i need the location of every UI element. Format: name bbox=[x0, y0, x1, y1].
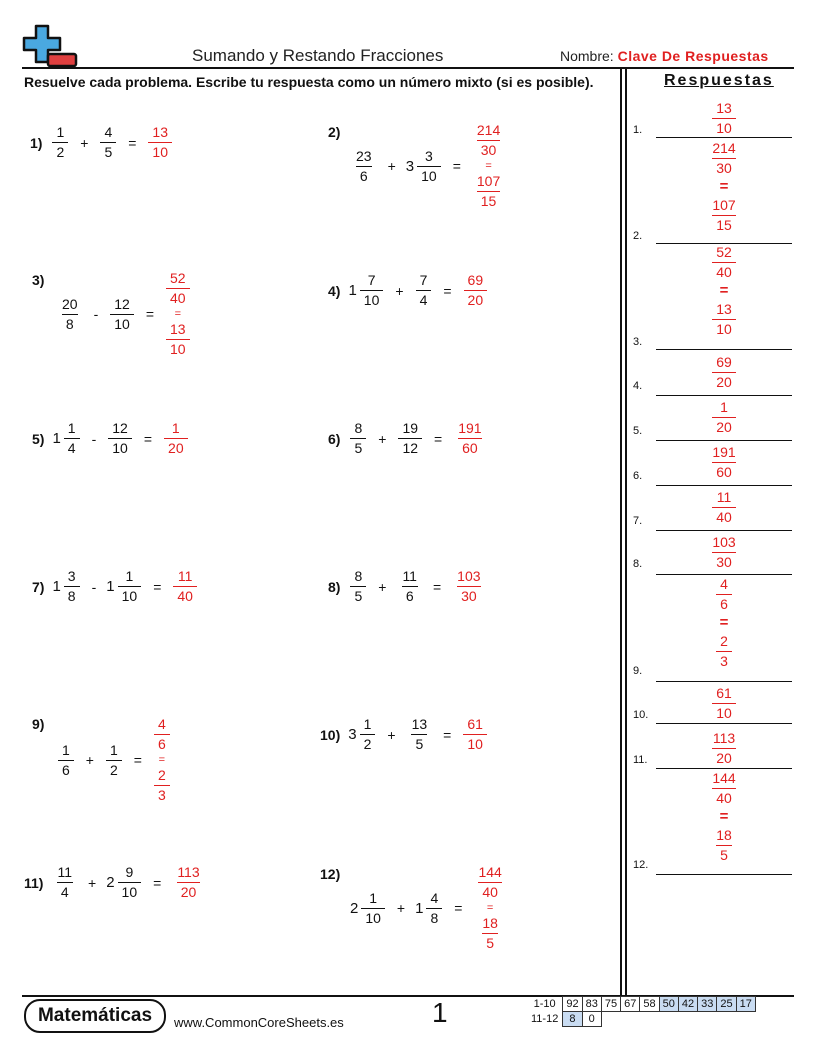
problem-8 bbox=[328, 568, 487, 605]
problem-1 bbox=[30, 124, 174, 161]
fraction-a: $\frac{1}{2}$ bbox=[52, 124, 68, 161]
operator: + bbox=[396, 900, 406, 916]
answer-key-fraction: $\frac{13}{10}$ bbox=[712, 100, 736, 137]
answer-key-4 bbox=[630, 354, 792, 394]
whole-number: 1 bbox=[52, 578, 61, 595]
answer-key-equals: = bbox=[719, 614, 729, 631]
answer-line bbox=[656, 440, 792, 441]
fraction-a: $\frac{23}{6}$ bbox=[356, 147, 372, 184]
answer-key-equals: = bbox=[719, 178, 729, 195]
problem-number: 7) bbox=[32, 578, 45, 595]
problem-9 bbox=[56, 716, 172, 804]
answer-key-label: 2. bbox=[633, 230, 643, 242]
answer-key-fraction: $\frac{144}{40}$ bbox=[712, 770, 736, 806]
operator: + bbox=[88, 874, 97, 891]
equals-sign: = bbox=[452, 158, 461, 174]
whole-number: 2 bbox=[350, 899, 359, 917]
answer-fraction: $\frac{191}{60}$ bbox=[458, 420, 482, 456]
answer-column-divider-right bbox=[625, 67, 627, 997]
answer-key-simplified: $\frac{2}{3}$ bbox=[716, 633, 732, 670]
problem-12 bbox=[350, 864, 508, 952]
whole-number: 1 bbox=[415, 899, 424, 917]
equals-sign: = bbox=[443, 726, 452, 743]
name-value: Clave De Respuestas bbox=[617, 48, 769, 64]
answer-key-10 bbox=[630, 685, 792, 725]
answer-key-fraction: $\frac{69}{20}$ bbox=[712, 354, 736, 391]
answer-key-label: 5. bbox=[633, 425, 643, 437]
equals-sign: = bbox=[454, 900, 463, 916]
answer-key-fraction: $\frac{214}{30}$ bbox=[712, 140, 736, 176]
fraction-a: $\frac{11}{4}$ bbox=[57, 864, 73, 900]
answer-fraction: $\frac{13}{10}$ bbox=[148, 124, 172, 161]
problem-number: 9) bbox=[32, 716, 45, 732]
answer-key-label: 6. bbox=[633, 470, 643, 482]
problem-6 bbox=[328, 420, 488, 457]
problem-3 bbox=[56, 270, 192, 358]
problem-number: 3) bbox=[32, 272, 45, 288]
problem-4 bbox=[328, 272, 489, 309]
answer-fraction: $\frac{1}{20}$ bbox=[164, 420, 188, 457]
fraction-b: $\frac{19}{12}$ bbox=[398, 420, 422, 457]
answer-fraction: $\frac{113}{20}$ bbox=[177, 864, 200, 900]
simplify-equals: = bbox=[158, 754, 166, 766]
answer-line bbox=[656, 395, 792, 396]
answer-fraction: $\frac{69}{20}$ bbox=[464, 272, 488, 309]
answer-key-equals: = bbox=[719, 282, 729, 299]
answer-line bbox=[656, 530, 792, 531]
answer-line bbox=[656, 137, 792, 138]
subject-badge: Matemáticas bbox=[24, 999, 166, 1033]
answer-key-3 bbox=[630, 244, 792, 350]
answer-key-5 bbox=[630, 399, 792, 439]
answer-fraction: $\frac{61}{10}$ bbox=[463, 716, 487, 753]
fraction-b: $\frac{12}{10}$ bbox=[108, 420, 132, 457]
problem-number: 8) bbox=[328, 578, 341, 595]
problem-number: 6) bbox=[328, 430, 341, 447]
answers-title: Respuestas bbox=[664, 72, 774, 89]
fraction-b: $\frac{1}{2}$ bbox=[106, 742, 122, 779]
equals-sign: = bbox=[153, 578, 162, 595]
fraction-b: $\frac{4}{5}$ bbox=[100, 124, 116, 161]
fraction-b: $\frac{12}{10}$ bbox=[110, 296, 134, 333]
answer-fraction: $\frac{52}{40}$ bbox=[166, 270, 190, 307]
answer-key-fraction: $\frac{113}{20}$ bbox=[712, 730, 736, 766]
answer-fraction: $\frac{4}{6}$ bbox=[154, 716, 170, 753]
score-cell: 75 bbox=[601, 997, 620, 1012]
fraction-a: $\frac{7}{10}$ bbox=[360, 272, 384, 309]
whole-number: 1 bbox=[52, 430, 61, 447]
problem-11 bbox=[24, 864, 206, 901]
answer-key-fraction: $\frac{191}{60}$ bbox=[712, 444, 736, 480]
answer-key-fraction: $\frac{52}{40}$ bbox=[712, 244, 736, 281]
problem-number: 4) bbox=[328, 282, 341, 299]
operator: + bbox=[80, 134, 89, 151]
answer-key-label: 11. bbox=[633, 754, 648, 766]
answer-key-fraction: $\frac{103}{30}$ bbox=[712, 534, 736, 570]
website-url: www.CommonCoreSheets.es bbox=[174, 1015, 344, 1030]
simplified-fraction: $\frac{2}{3}$ bbox=[154, 767, 170, 804]
fraction-a: $\frac{8}{5}$ bbox=[350, 568, 366, 605]
operator: - bbox=[91, 430, 97, 447]
answer-key-6 bbox=[630, 444, 792, 484]
problem-number: 5) bbox=[32, 430, 45, 447]
simplified-fraction: $\frac{18}{5}$ bbox=[482, 915, 498, 951]
answer-key-fraction: $\frac{61}{10}$ bbox=[712, 685, 736, 722]
answer-key-simplified: $\frac{18}{5}$ bbox=[716, 827, 732, 863]
answer-key-simplified: $\frac{13}{10}$ bbox=[712, 301, 736, 338]
answer-stack bbox=[472, 864, 507, 952]
answer-key-label: 12. bbox=[633, 859, 649, 871]
score-cell: 92 bbox=[563, 997, 582, 1012]
score-cell: 58 bbox=[640, 997, 659, 1012]
operator: - bbox=[93, 306, 99, 322]
fraction-b: $\frac{3}{10}$ bbox=[417, 148, 441, 185]
answer-key-equals: = bbox=[719, 808, 729, 825]
simplified-fraction: $\frac{13}{10}$ bbox=[166, 321, 190, 358]
score-row-1 bbox=[528, 997, 755, 1012]
answer-key-8 bbox=[630, 534, 792, 574]
answer-column-divider-left bbox=[620, 67, 622, 997]
score-row-label: 11-12 bbox=[531, 1013, 559, 1025]
equals-sign: = bbox=[133, 752, 142, 768]
answer-line bbox=[656, 723, 792, 724]
equals-sign: = bbox=[143, 430, 153, 447]
problem-number: 1) bbox=[30, 134, 43, 151]
operator: + bbox=[85, 752, 94, 768]
simplify-equals: = bbox=[174, 308, 182, 320]
answer-stack bbox=[152, 716, 172, 804]
answer-fraction: $\frac{11}{40}$ bbox=[173, 568, 197, 605]
score-cell: 33 bbox=[698, 997, 717, 1012]
fraction-a: $\frac{20}{8}$ bbox=[62, 295, 78, 332]
answer-line bbox=[656, 574, 792, 575]
fraction-b: $\frac{13}{5}$ bbox=[411, 716, 428, 752]
fraction-a: $\frac{1}{2}$ bbox=[360, 716, 376, 753]
operator: + bbox=[378, 430, 387, 447]
score-cell: 83 bbox=[582, 997, 601, 1012]
score-cell: 42 bbox=[678, 997, 697, 1012]
problem-number: 2) bbox=[328, 124, 341, 140]
answer-key-1 bbox=[630, 100, 792, 140]
answer-key-label: 3. bbox=[633, 336, 643, 348]
page-number: 1 bbox=[432, 997, 448, 1028]
operator: + bbox=[387, 158, 396, 174]
instructions: Resuelve cada problema. Escribe tu respuesta como un número mixto (si es posible). bbox=[24, 74, 594, 90]
problem-number: 10) bbox=[320, 726, 341, 743]
score-cell: 25 bbox=[717, 997, 736, 1012]
problem-2 bbox=[350, 122, 506, 210]
fraction-a: $\frac{1}{10}$ bbox=[361, 890, 385, 927]
simplify-equals: = bbox=[486, 902, 494, 914]
answer-line bbox=[656, 874, 792, 875]
answer-key-label: 10. bbox=[633, 709, 649, 721]
whole-number: 3 bbox=[348, 726, 357, 743]
answer-key-label: 9. bbox=[633, 665, 643, 677]
whole-number: 1 bbox=[106, 578, 115, 595]
answer-line bbox=[656, 485, 792, 486]
score-cell: 67 bbox=[621, 997, 640, 1012]
score-cell: 8 bbox=[563, 1012, 582, 1027]
whole-number: 2 bbox=[106, 874, 115, 891]
fraction-b: $\frac{4}{8}$ bbox=[426, 890, 442, 927]
whole-number: 1 bbox=[348, 282, 357, 299]
answer-key-label: 1. bbox=[633, 124, 643, 136]
answer-line bbox=[656, 349, 792, 350]
answer-key-label: 4. bbox=[633, 380, 643, 392]
answer-key-2 bbox=[630, 140, 792, 246]
answer-key-9 bbox=[630, 576, 792, 682]
operator: + bbox=[387, 726, 396, 743]
equals-sign: = bbox=[443, 282, 452, 299]
answer-fraction: $\frac{103}{30}$ bbox=[457, 568, 481, 604]
fraction-a: $\frac{1}{6}$ bbox=[58, 742, 74, 779]
score-row-label: 1-10 bbox=[533, 998, 556, 1010]
fraction-b: $\frac{11}{6}$ bbox=[402, 568, 417, 604]
fraction-b: $\frac{1}{10}$ bbox=[118, 568, 142, 605]
problem-10 bbox=[320, 716, 489, 753]
problem-number: 11) bbox=[24, 874, 44, 891]
fraction-b: $\frac{9}{10}$ bbox=[118, 864, 142, 901]
answer-key-fraction: $\frac{4}{6}$ bbox=[716, 576, 732, 613]
simplified-fraction: $\frac{107}{15}$ bbox=[476, 173, 501, 209]
answer-line bbox=[656, 681, 792, 682]
answer-key-7 bbox=[630, 489, 792, 529]
equals-sign: = bbox=[153, 874, 162, 891]
whole-number: 3 bbox=[405, 157, 415, 175]
answer-key-label: 7. bbox=[633, 515, 643, 527]
operator: + bbox=[395, 282, 404, 299]
answer-stack bbox=[471, 122, 506, 210]
name-label: Nombre: bbox=[560, 48, 614, 64]
answer-key-fraction: $\frac{11}{40}$ bbox=[712, 489, 736, 526]
equals-sign: = bbox=[432, 578, 442, 595]
answer-stack bbox=[164, 270, 192, 358]
fraction-b: $\frac{7}{4}$ bbox=[416, 272, 432, 309]
problem-number: 12) bbox=[320, 866, 341, 882]
answer-key-12 bbox=[630, 770, 792, 876]
name-field bbox=[560, 48, 769, 64]
operator: - bbox=[91, 578, 97, 595]
fraction-a: $\frac{1}{4}$ bbox=[64, 420, 80, 457]
header-rule bbox=[22, 67, 794, 69]
answer-key-label: 8. bbox=[633, 558, 643, 570]
answer-fraction: $\frac{144}{40}$ bbox=[478, 864, 502, 900]
answer-key-simplified: $\frac{107}{15}$ bbox=[712, 197, 736, 233]
answer-line bbox=[656, 768, 792, 769]
score-row-2 bbox=[528, 1012, 755, 1027]
equals-sign: = bbox=[145, 306, 155, 322]
score-table bbox=[528, 996, 756, 1027]
equals-sign: = bbox=[128, 134, 137, 151]
equals-sign: = bbox=[434, 430, 443, 447]
score-cell: 0 bbox=[582, 1012, 601, 1027]
page-title: Sumando y Restando Fracciones bbox=[192, 46, 444, 65]
fraction-a: $\frac{8}{5}$ bbox=[350, 420, 366, 457]
plus-minus-logo-icon bbox=[22, 24, 80, 70]
answer-key-11 bbox=[630, 730, 792, 770]
answer-fraction: $\frac{214}{30}$ bbox=[476, 122, 501, 158]
answer-key-fraction: $\frac{1}{20}$ bbox=[712, 399, 736, 436]
problem-5 bbox=[32, 420, 190, 457]
score-cell: 50 bbox=[659, 997, 678, 1012]
operator: + bbox=[378, 578, 387, 595]
fraction-a: $\frac{3}{8}$ bbox=[64, 568, 80, 605]
problem-7 bbox=[32, 568, 199, 605]
simplify-equals: = bbox=[485, 160, 492, 172]
score-cell: 17 bbox=[736, 997, 755, 1012]
